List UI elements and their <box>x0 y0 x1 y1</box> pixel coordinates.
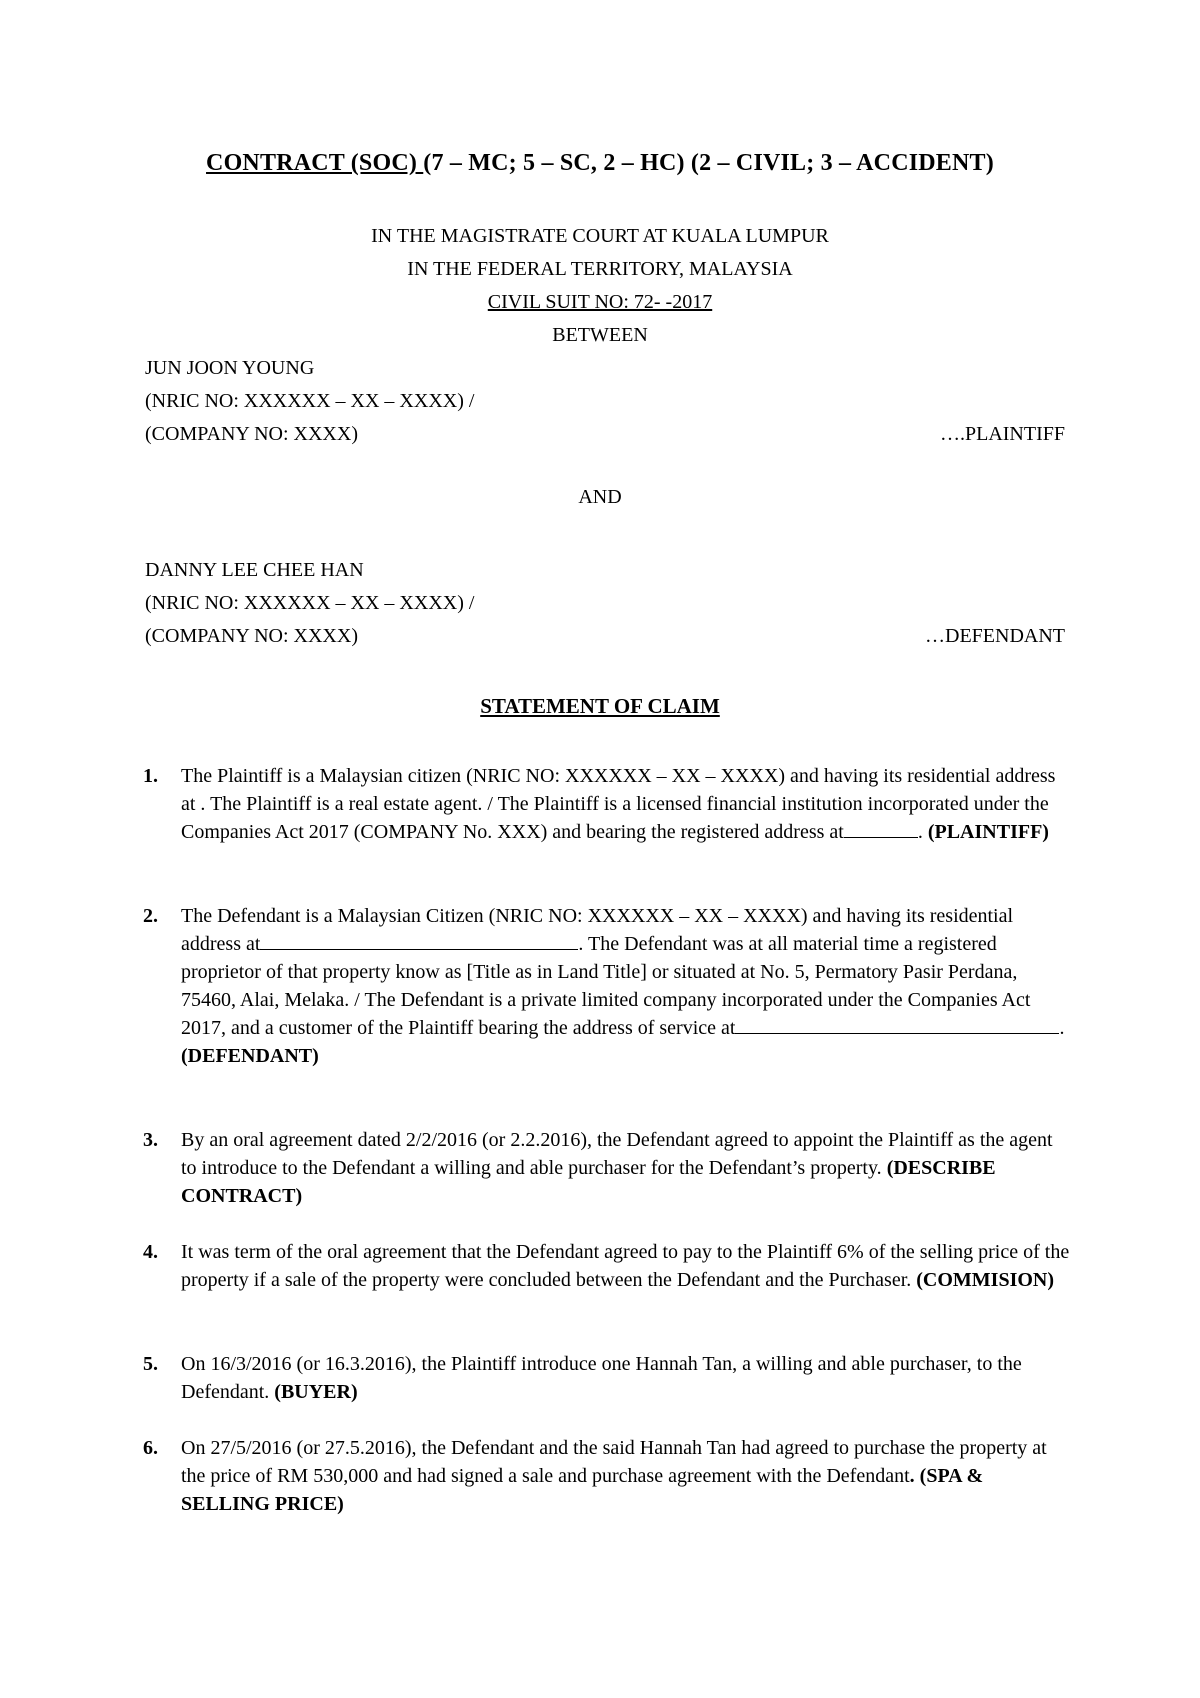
title-underlined: CONTRACT (SOC) <box>206 150 424 176</box>
claim-paragraph <box>143 902 1073 1070</box>
paragraph-number: 4. <box>143 1241 158 1263</box>
paragraph-text: The Defendant is a Malaysian Citizen (NRIC NO: XXXXXX – XX – XXXX) and having its residential address at . The Defendant was at all material time a registered proprietor of that property know as [Title as in Land Title] or situated at No. 5, Permatory Pasir Perdana, 75460, Alai, Melaka. / The Defendant is a private limited company incorporated under the Companies Act 2017, and a customer of the Plaintiff bearing the address of service at . (DEFENDANT) <box>181 905 1065 1067</box>
paragraph-text: On 16/3/2016 (or 16.3.2016), the Plaintiff introduce one Hannah Tan, a willing and able purchaser, to the Defendant. (BUYER) <box>181 1353 1022 1403</box>
paragraph-text: By an oral agreement dated 2/2/2016 (or 2.2.2016), the Defendant agreed to appoint the Plaintiff as the agent to introduce to the Defendant a willing and able purchaser for the Defendant’s property. (DESCRIBE CONTRACT) <box>181 1129 1053 1207</box>
court-line-1: IN THE MAGISTRATE COURT AT KUALA LUMPUR <box>371 225 829 247</box>
paragraph-number: 6. <box>143 1437 158 1459</box>
paragraph-number: 5. <box>143 1353 158 1375</box>
paragraph-number: 1. <box>143 765 158 787</box>
paragraph-text: The Plaintiff is a Malaysian citizen (NRIC NO: XXXXXX – XX – XXXX) and having its residential address at . The Plaintiff is a real estate agent. / The Plaintiff is a licensed financial institution incorporated under the Companies Act 2017 (COMPANY No. XXX) and bearing the registered address at . (PLAINTIFF) <box>181 765 1056 843</box>
claim-paragraph <box>143 1126 1073 1210</box>
defendant-company: (COMPANY NO: XXXX) <box>145 625 358 647</box>
paragraph-text: It was term of the oral agreement that the Defendant agreed to pay to the Plaintiff 6% of the selling price of the property if a sale of the property were concluded between the Defendant and the Purchaser. (COMMISION) <box>181 1241 1070 1291</box>
blank-line <box>260 931 578 950</box>
paragraph-tag: (DEFENDANT) <box>181 1045 319 1067</box>
plaintiff-nric: (NRIC NO: XXXXXX – XX – XXXX) / <box>145 390 475 412</box>
claim-paragraph <box>143 1434 1073 1518</box>
paragraph-number: 3. <box>143 1129 158 1151</box>
paragraph-tag: . (SPA & SELLING PRICE) <box>181 1465 984 1515</box>
statement-of-claim-heading: STATEMENT OF CLAIM <box>480 694 720 718</box>
defendant-name: DANNY LEE CHEE HAN <box>145 559 364 581</box>
defendant-block <box>145 554 1065 653</box>
court-header <box>0 220 1200 352</box>
defendant-role: …DEFENDANT <box>925 625 1065 647</box>
blank-line <box>844 819 918 838</box>
claim-paragraph <box>143 1238 1073 1294</box>
paragraph-tag: (PLAINTIFF) <box>927 821 1049 843</box>
paragraph-tag: (DESCRIBE CONTRACT) <box>181 1157 996 1207</box>
paragraph-text: On 27/5/2016 (or 27.5.2016), the Defendant and the said Hannah Tan had agreed to purchase the property at the price of RM 530,000 and had signed a sale and purchase agreement with the Defendant. (SPA & SELLING PRICE) <box>181 1437 1047 1515</box>
plaintiff-company: (COMPANY NO: XXXX) <box>145 423 358 445</box>
claim-paragraph <box>143 762 1073 846</box>
paragraph-tag: (COMMISION) <box>916 1269 1055 1291</box>
blank-line <box>735 1015 1059 1034</box>
plaintiff-name: JUN JOON YOUNG <box>145 357 315 379</box>
between-label: BETWEEN <box>552 324 648 346</box>
defendant-nric: (NRIC NO: XXXXXX – XX – XXXX) / <box>145 592 475 614</box>
title-rest: (7 – MC; 5 – SC, 2 – HC) (2 – CIVIL; 3 – ACCIDENT) <box>423 150 994 176</box>
court-line-2: IN THE FEDERAL TERRITORY, MALAYSIA <box>407 258 793 280</box>
suit-number: CIVIL SUIT NO: 72- -2017 <box>487 291 713 313</box>
plaintiff-block <box>145 352 1065 451</box>
paragraph-number: 2. <box>143 905 158 927</box>
claim-paragraph <box>143 1350 1073 1406</box>
paragraph-tag: (BUYER) <box>274 1381 358 1403</box>
document-title <box>0 150 1200 177</box>
and-label: AND <box>578 486 622 508</box>
plaintiff-role: ….PLAINTIFF <box>939 423 1065 445</box>
